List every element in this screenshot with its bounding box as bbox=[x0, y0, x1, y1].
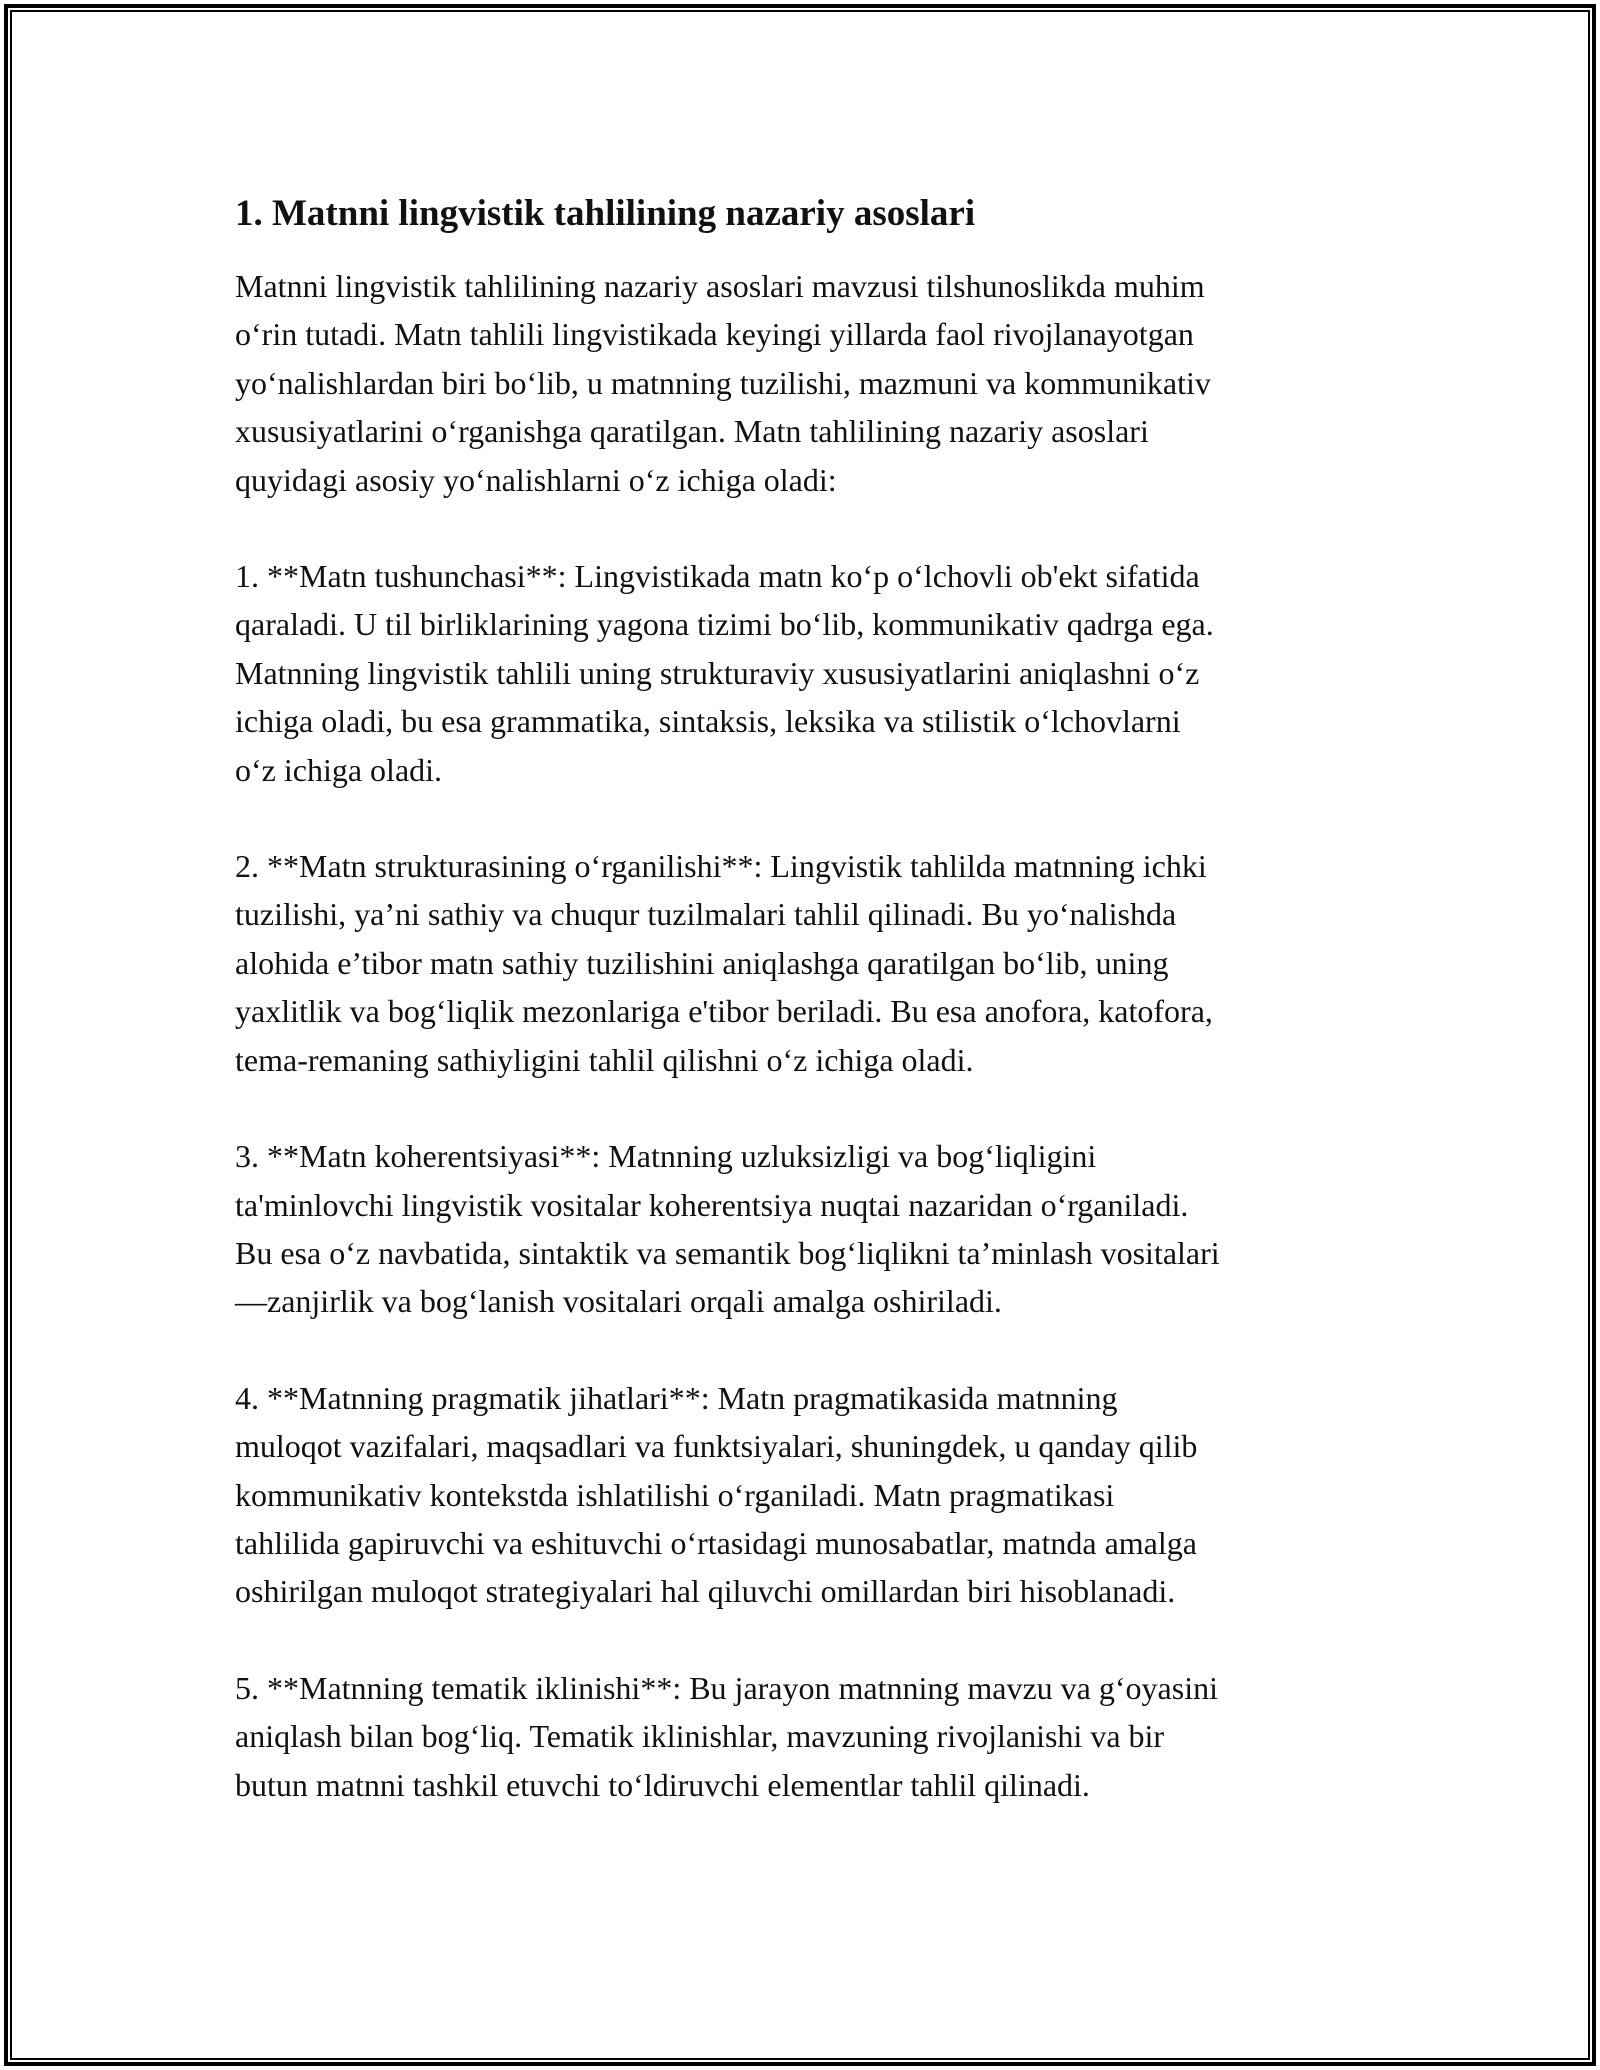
paragraph-matn-strukturasi: 2. **Matn strukturasining o‘rganilishi**: Lingvistik tahlilda matnning ichki tuzilishi, ya’ni sathiy va chuqur tuzilmalari tahlil qilinadi. Bu yo‘nalishda alohida e’tibor matn sathiy tuzilishini aniqlashga qaratilgan bo‘lib, uning yaxlitlik va bog‘liqlik mezonlariga e'tibor beriladi. Bu esa anofora, katofora, tema-remaning sathiyligini tahlil qilishni o‘z ichiga oladi. bbox=[235, 848, 1213, 1078]
document-body bbox=[235, 188, 1365, 1857]
section-heading: 1. Matnni lingvistik tahlilining nazariy asoslari bbox=[235, 193, 976, 234]
paragraph-matn-tushunchasi: 1. **Matn tushunchasi**: Lingvistikada matn ko‘p o‘lchovli ob'ekt sifatida qaraladi. U til birliklarining yagona tizimi bo‘lib, kommunikativ qadrga ega. Matnning lingvistik tahlili uning strukturaviy xususiyatlarini aniqlashni o‘z ichiga oladi, bu esa grammatika, sintaksis, leksika va stilistik o‘lchovlarni o‘z ichiga oladi. bbox=[235, 558, 1214, 788]
intro-paragraph: Matnni lingvistik tahlilining nazariy asoslari mavzusi tilshunoslikda muhim o‘rin tutadi. Matn tahlili lingvistikada keyingi yillarda faol rivojlanayotgan yo‘nalishlardan biri bo‘lib, u matnning tuzilishi, mazmuni va kommunikativ xususiyatlarini o‘rganishga qaratilgan. Matn tahlilining nazariy asoslari quyidagi asosiy yo‘nalishlarni o‘z ichiga oladi: bbox=[235, 268, 1211, 498]
paragraph-tematik-iklinish: 5. **Matnning tematik iklinishi**: Bu jarayon matnning mavzu va g‘oyasini aniqlash bilan bog‘liq. Tematik iklinishlar, mavzuning rivojlanishi va bir butun matnni tashkil etuvchi to‘ldiruvchi elementlar tahlil qilinadi. bbox=[235, 1669, 1218, 1803]
paragraph-pragmatik-jihatlar: 4. **Matnning pragmatik jihatlari**: Matn pragmatikasida matnning muloqot vazifalari, maqsadlari va funktsiyalari, shuningdek, u qanday qilib kommunikativ kontekstda ishlatilishi o‘rganiladi. Matn pragmatikasi tahlilida gapiruvchi va eshituvchi o‘rtasidagi munosabatlar, matnda amalga oshirilgan muloqot strategiyalari hal qiluvchi omillardan biri hisoblanadi. bbox=[235, 1379, 1198, 1610]
paragraph-matn-koherentsiyasi: 3. **Matn koherentsiyasi**: Matnning uzluksizligi va bog‘liqligini ta'minlovchi lingvistik vositalar koherentsiya nuqtai nazaridan o‘rganiladi. Bu esa o‘z navbatida, sintaktik va semantik bog‘liqlikni ta’minlash vositalari —zanjirlik va bog‘lanish vositalari orqali amalga oshiriladi. bbox=[235, 1138, 1220, 1320]
